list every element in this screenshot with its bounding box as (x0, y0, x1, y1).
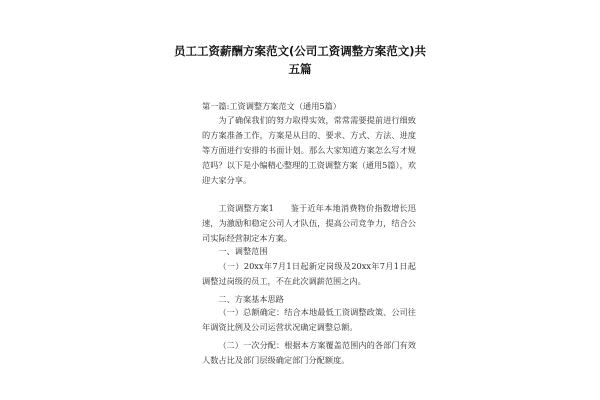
intro-paragraph: 为了确保我们的努力取得实效，常常需要提前进行细致的方案准备工作，方案是从目的、要求、方式、方法、进度等方面进行安排的书面计划。那么大家知道方案怎么写才规范吗？以下是小编精心整理的工资调整方案（通用5篇），欢迎大家分享。 (202, 115, 416, 185)
document-title: 员工工资薪酬方案范文(公司工资调整方案范文)共五篇 (173, 44, 426, 76)
item2-heading: 二、方案基本思路 (218, 294, 284, 304)
item3-text: （二）一次分配：根据本方案覆盖范围内的各部门有效人数占比及部门层级确定部门分配额度。 (202, 340, 416, 365)
plan-intro-paragraph: 工资调整方案1 鉴于近年本地消费物价指数增长迅速，为激励和稳定公司人才队伍，提高公司竞争力，结合公司实际经营制定本方案。 (202, 203, 416, 243)
item1-heading: 一、调整范围 (218, 246, 268, 256)
item1-text: （一）20xx年7月1日起新定岗级及20xx年7月1日起调整过岗级的员工，不在此次调薪范围之内。 (202, 261, 416, 286)
item2-text: （一）总额确定：结合本地最低工资调整政策、公司往年调资比例及公司运营状况确定调整总额。 (202, 307, 416, 332)
section-heading: 第一篇:工资调整方案范文（通用5篇） (202, 101, 341, 111)
